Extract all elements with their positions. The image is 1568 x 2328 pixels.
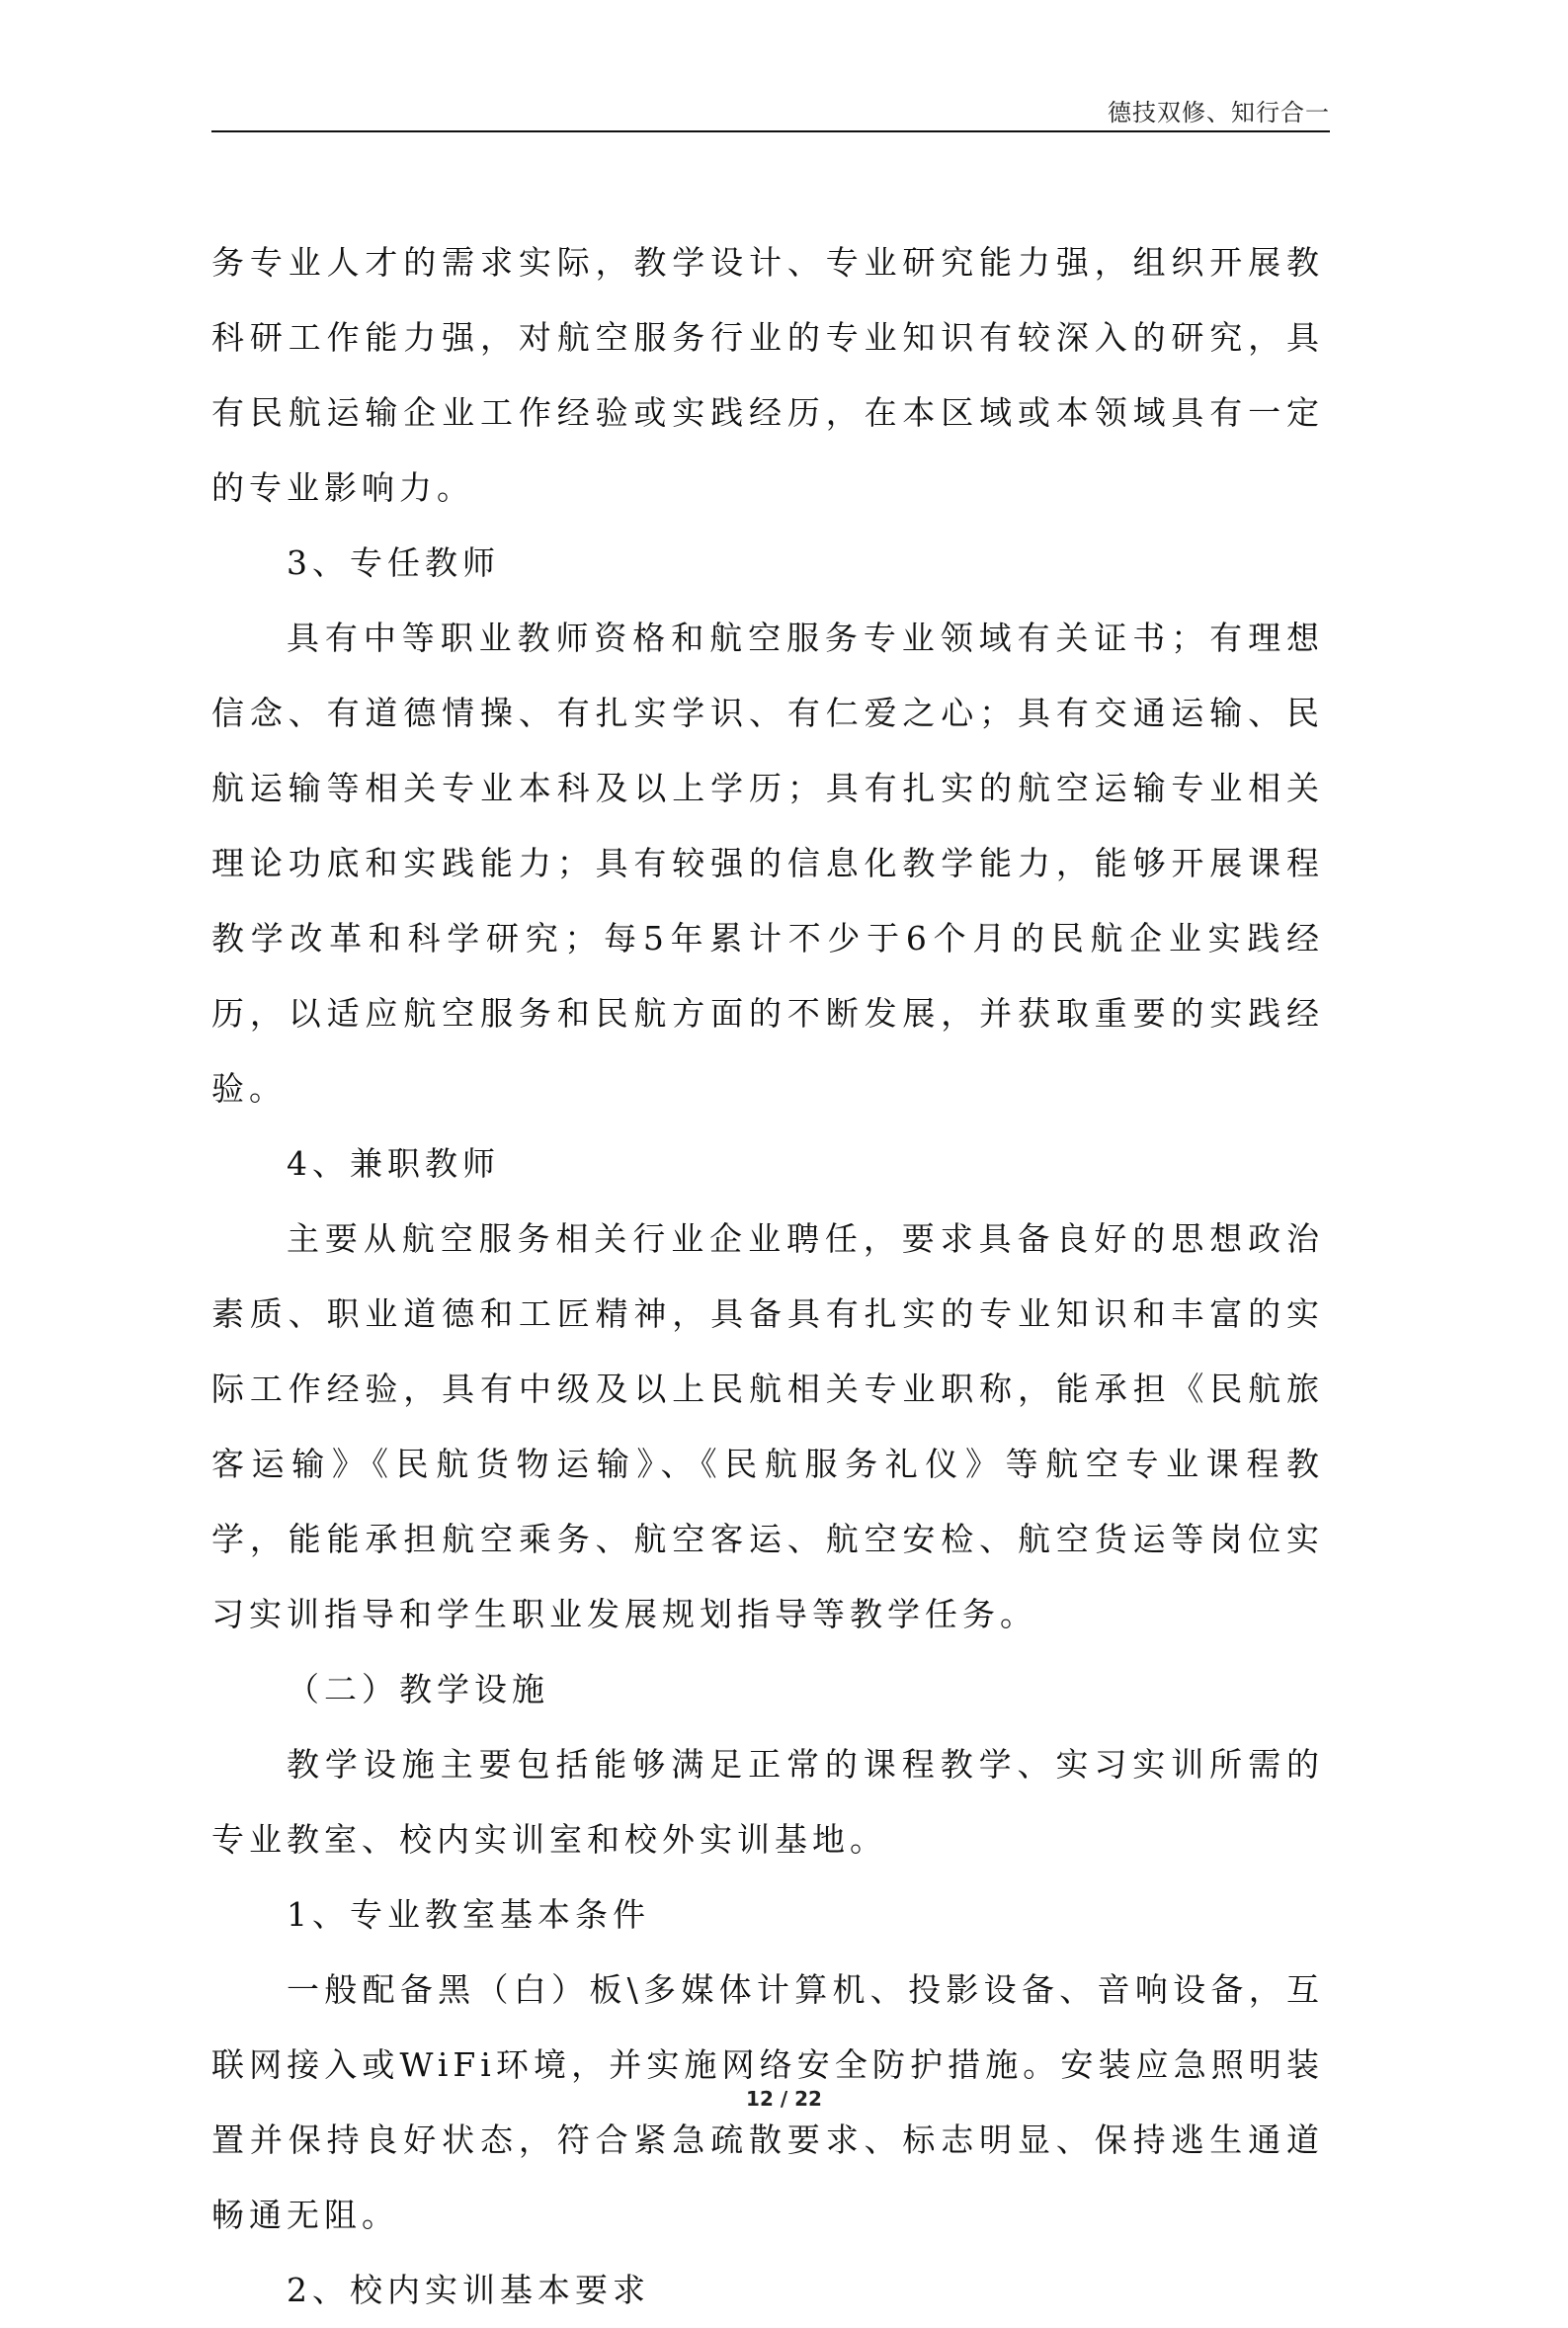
- heading-classroom-conditions: 1、专业教室基本条件: [287, 1895, 650, 1934]
- paragraph-full-time-teachers: 具有中等职业教师资格和航空服务专业领域有关证书；有理想信念、有道德情操、有扎实学识、有仁爱之心；具有交通运输、民航运输等相关专业本科及以上学历；具有扎实的航空运输专业相关理论功底和实践能力；具有较强的信息化教学能力，能够开展课程教学改革和科学研究；每5年累计不少于6个月的民航企业实践经历，以适应航空服务和民航方面的不断发展，并获取重要的实践经验。: [211, 619, 1324, 1108]
- heading-teaching-facilities: （二）教学设施: [287, 1670, 549, 1708]
- heading-part-time-teachers: 4、兼职教师: [287, 1144, 500, 1183]
- paragraph-teaching-facilities: 教学设施主要包括能够满足正常的课程教学、实习实训所需的专业教室、校内实训室和校外实训基地。: [211, 1745, 1324, 1859]
- header-motto: 德技双修、知行合一: [1108, 99, 1330, 126]
- paragraph-classroom-conditions: 一般配备黑（白）板\多媒体计算机、投影设备、音响设备，互联网接入或WiFi环境，并实施网络安全防护措施。安装应急照明装置并保持良好状态，符合紧急疏散要求、标志明显、保持逃生通道畅通无阻。: [211, 1970, 1324, 2234]
- page-body: [211, 225, 1324, 2328]
- heading-onsite-training: 2、校内实训基本要求: [287, 2271, 650, 2309]
- page-number: 12 / 22: [746, 2087, 822, 2111]
- paragraph-part-time-teachers: 主要从航空服务相关行业企业聘任，要求具备良好的思想政治素质、职业道德和工匠精神，具备具有扎实的专业知识和丰富的实际工作经验，具有中级及以上民航相关专业职称，能承担《民航旅客运输》《民航货物运输》、《民航服务礼仪》等航空专业课程教学，能能承担航空乘务、航空客运、航空安检、航空货运等岗位实习实训指导和学生职业发展规划指导等教学任务。: [211, 1219, 1324, 1633]
- paragraph-continued: 务专业人才的需求实际，教学设计、专业研究能力强，组织开展教科研工作能力强，对航空服务行业的专业知识有较深入的研究，具有民航运输企业工作经验或实践经历，在本区域或本领域具有一定的专业影响力。: [211, 243, 1324, 507]
- heading-full-time-teachers: 3、专任教师: [287, 543, 500, 582]
- page-header: [211, 91, 1330, 132]
